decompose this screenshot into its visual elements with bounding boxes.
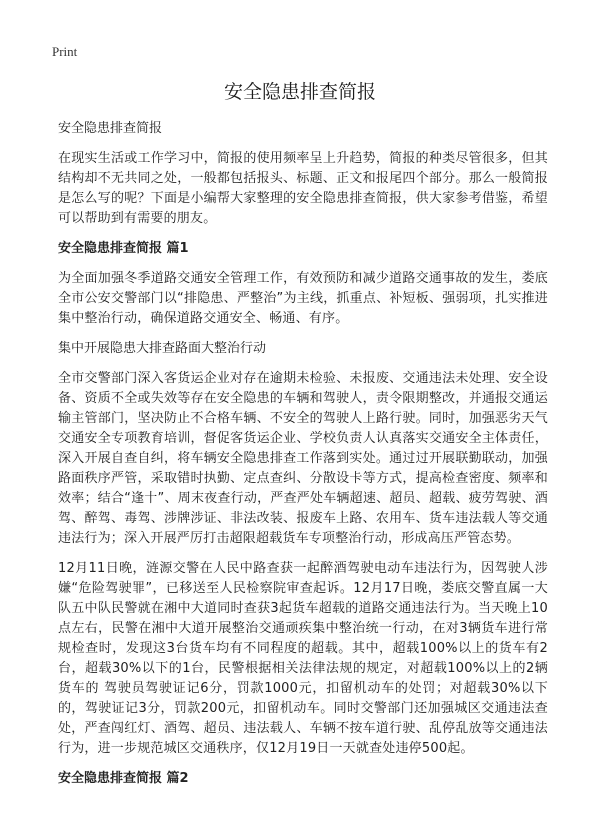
- section-2-heading: 安全隐患排查简报 篇2: [58, 771, 189, 786]
- document-body: [58, 119, 548, 799]
- document-subtitle: 安全隐患排查简报: [58, 121, 163, 136]
- section-1-paragraph-1: 为全面加强冬季道路交通安全管理工作，有效预防和减少道路交通事故的发生，娄底全市公安交警部门以“排隐患、严整治”为主线，抓重点、补短板、强弱项，扎实推进集中整治行动，确保道路交通安全、畅通、有序。: [58, 271, 548, 326]
- section-1-paragraph-2: 全市交警部门深入客货运企业对存在逾期未检验、未报废、交通违法未处理、安全设备、资质不全或失效等存在安全隐患的车辆和驾驶人，责令限期整改，并通报交通运输主管部门，坚决防止不合格车辆、不安全的驾驶人上路行驶。同时，加强恶劣天气交通安全专项教育培训，督促客货运企业、学校负责人认真落实交通安全主体责任，深入开展自查自纠，将车辆安全隐患排查工作落到实处。通过过开展联勤联动，加强路面秩序严管，采取错时执勤、定点查纠、分散设卡等方式，提高检查密度、频率和效率；结合“逢十”、周末夜查行动，严查严处车辆超速、超员、超载、疲劳驾驶、酒驾、醉驾、毒驾、涉牌涉证、非法改装、报废车上路、农用车、货车违法载人等交通违法行为；深入开展严厉打击超限超载货车专项整治行动，形成高压严管态势。: [58, 371, 548, 546]
- page-title: 安全隐患排查简报: [223, 81, 376, 103]
- section-1-paragraph-3: 12月11日晚，涟源交警在人民中路查获一起醉酒驾驶电动车违法行为，因驾驶人涉嫌“危险驾驶罪”，已移送至人民检察院审查起诉。12月17日晚，娄底交警直属一大队五中队民警就在湘中大道同时查获3起货车超载的道路交通违法行为。当天晚上10点左右，民警在湘中大道开展整治交通顽疾集中整治统一行动，在对3辆货车进行常规检查时，发现这3台货车均有不同程度的超载。其中，超载100%以上的货车有2台，超载30%以下的1台，民警根据相关法律法规的规定，对超载100%以上的2辆货车的 驾驶员驾驶证记6分，罚款1000元，扣留机动车的处罚；对超载30%以下的，驾驶证记3分，罚款200元，扣留机动车。同时交警部门还加强城区交通违法查处，严查闯红灯、酒驾、超员、违法载人、车辆不按车道行驶、乱停乱放等交通违法行为，进一步规范城区交通秩序，仅12月19日一天就查处违停500起。: [58, 561, 548, 756]
- section-1-subheading: 集中开展隐患大排查路面大整治行动: [58, 341, 267, 356]
- intro-paragraph: 在现实生活或工作学习中，简报的使用频率呈上升趋势，简报的种类尽管很多，但其结构却不无共同之处，一般都包括报头、标题、正文和报尾四个部分。那么一般简报是怎么写的呢？下面是小编帮大家整理的安全隐患排查简报，供大家参考借鉴，希望可以帮助到有需要的朋友。: [58, 151, 548, 226]
- print-link[interactable]: Print: [52, 44, 78, 59]
- section-1-heading: 安全隐患排查简报 篇1: [58, 241, 189, 256]
